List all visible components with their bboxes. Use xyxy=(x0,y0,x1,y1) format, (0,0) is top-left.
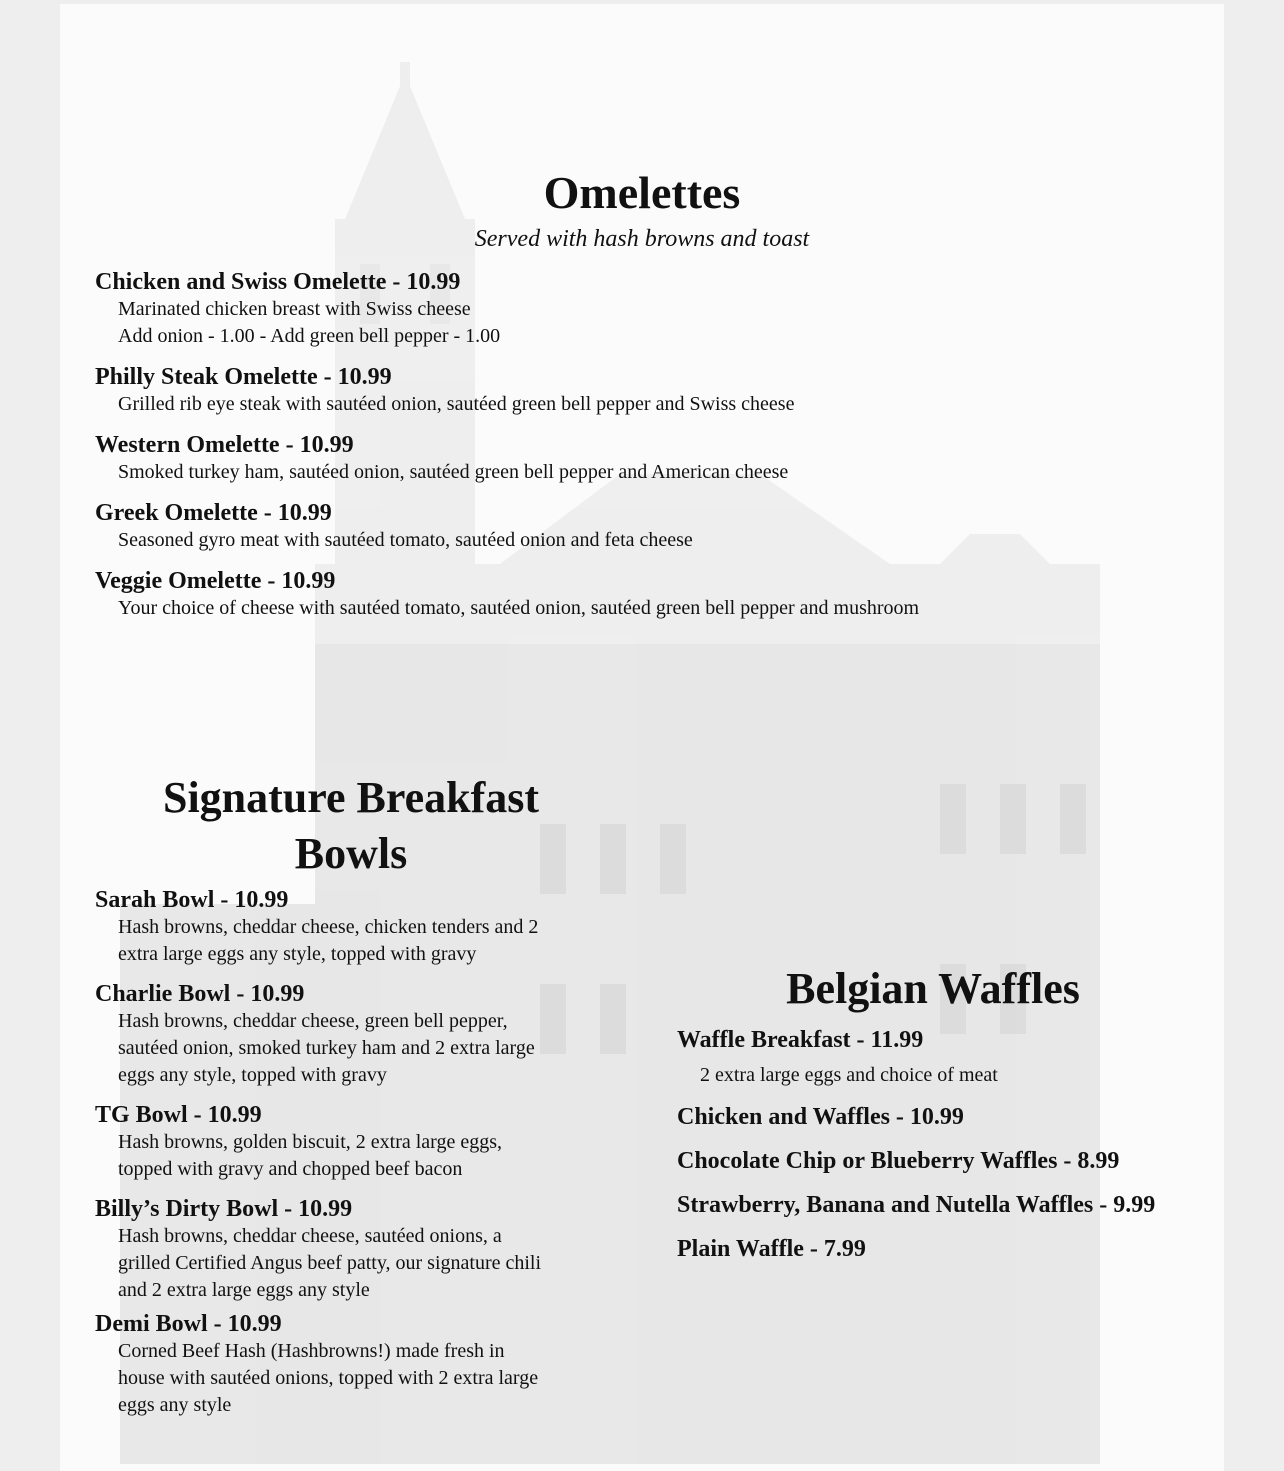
item-desc: Hash browns, golden biscuit, 2 extra large eggs, xyxy=(118,1131,502,1153)
list-item xyxy=(95,499,1195,554)
item-desc: Hash browns, cheddar cheese, green bell pepper, xyxy=(118,1010,508,1032)
item-name: Philly Steak Omelette - 10.99 xyxy=(95,364,392,390)
item-desc: Hash browns, cheddar cheese, chicken tenders and 2 xyxy=(118,916,539,938)
item-desc: and 2 extra large eggs any style xyxy=(118,1279,370,1301)
item-name: Waffle Breakfast - 11.99 xyxy=(677,1027,924,1053)
list-item xyxy=(677,1235,1217,1263)
list-item xyxy=(95,431,1195,486)
item-desc: 2 extra large eggs and choice of meat xyxy=(700,1064,998,1086)
item-name: Western Omelette - 10.99 xyxy=(95,432,354,458)
item-name: Chicken and Waffles - 10.99 xyxy=(677,1104,964,1130)
list-item xyxy=(677,1103,1217,1131)
item-name: Strawberry, Banana and Nutella Waffles - 9.99 xyxy=(677,1192,1156,1218)
list-item xyxy=(95,268,1195,350)
item-desc: Seasoned gyro meat with sautéed tomato, sautéed onion and feta cheese xyxy=(118,529,693,551)
item-name: Chocolate Chip or Blueberry Waffles - 8.99 xyxy=(677,1148,1120,1174)
item-name: TG Bowl - 10.99 xyxy=(95,1102,262,1128)
list-item xyxy=(95,567,1195,622)
item-name: Billy’s Dirty Bowl - 10.99 xyxy=(95,1196,353,1222)
item-desc: house with sautéed onions, topped with 2 extra large xyxy=(118,1367,539,1389)
list-item xyxy=(95,1310,635,1419)
omelettes-title: Omelettes xyxy=(543,167,741,218)
item-desc: Marinated chicken breast with Swiss cheese xyxy=(118,298,471,320)
bowls-list xyxy=(95,886,635,1419)
list-item xyxy=(677,1026,1217,1089)
item-desc: Hash browns, cheddar cheese, sautéed onions, a xyxy=(118,1225,502,1247)
item-name: Veggie Omelette - 10.99 xyxy=(95,568,336,594)
list-item xyxy=(95,886,635,968)
item-desc: Grilled rib eye steak with sautéed onion, sautéed green bell pepper and Swiss cheese xyxy=(118,393,795,415)
bowls-title xyxy=(95,770,607,882)
item-desc: topped with gravy and chopped beef bacon xyxy=(118,1158,463,1180)
item-desc: sautéed onion, smoked turkey ham and 2 extra large xyxy=(118,1037,535,1059)
item-name: Charlie Bowl - 10.99 xyxy=(95,981,305,1007)
item-name: Greek Omelette - 10.99 xyxy=(95,500,332,526)
omelettes-subtitle: Served with hash browns and toast xyxy=(474,226,810,252)
item-name: Plain Waffle - 7.99 xyxy=(677,1236,866,1262)
waffles-title: Belgian Waffles xyxy=(786,964,1080,1013)
item-desc: Add onion - 1.00 - Add green bell pepper - 1.00 xyxy=(118,325,501,347)
item-desc: extra large eggs any style, topped with gravy xyxy=(118,943,477,965)
item-desc: Smoked turkey ham, sautéed onion, sautéed green bell pepper and American cheese xyxy=(118,461,789,483)
list-item xyxy=(677,1191,1217,1219)
item-name: Chicken and Swiss Omelette - 10.99 xyxy=(95,269,461,295)
list-item xyxy=(95,1101,635,1183)
item-desc: Corned Beef Hash (Hashbrowns!) made fresh in xyxy=(118,1340,505,1362)
item-desc: Your choice of cheese with sautéed tomato, sautéed onion, sautéed green bell pepper and mushroom xyxy=(118,597,920,619)
bowls-title-line2: Bowls xyxy=(294,829,408,878)
item-desc: eggs any style, topped with gravy xyxy=(118,1064,387,1086)
item-desc: grilled Certified Angus beef patty, our signature chili xyxy=(118,1252,542,1274)
list-item xyxy=(677,1147,1217,1175)
item-desc: eggs any style xyxy=(118,1394,232,1416)
list-item xyxy=(95,1195,635,1304)
menu-page xyxy=(60,4,1224,1471)
list-item xyxy=(95,363,1195,418)
omelettes-list xyxy=(95,268,1195,622)
item-name: Sarah Bowl - 10.99 xyxy=(95,887,289,913)
item-name: Demi Bowl - 10.99 xyxy=(95,1311,282,1337)
bowls-title-line1: Signature Breakfast xyxy=(162,773,540,822)
list-item xyxy=(95,980,635,1089)
waffles-list xyxy=(677,1026,1217,1263)
